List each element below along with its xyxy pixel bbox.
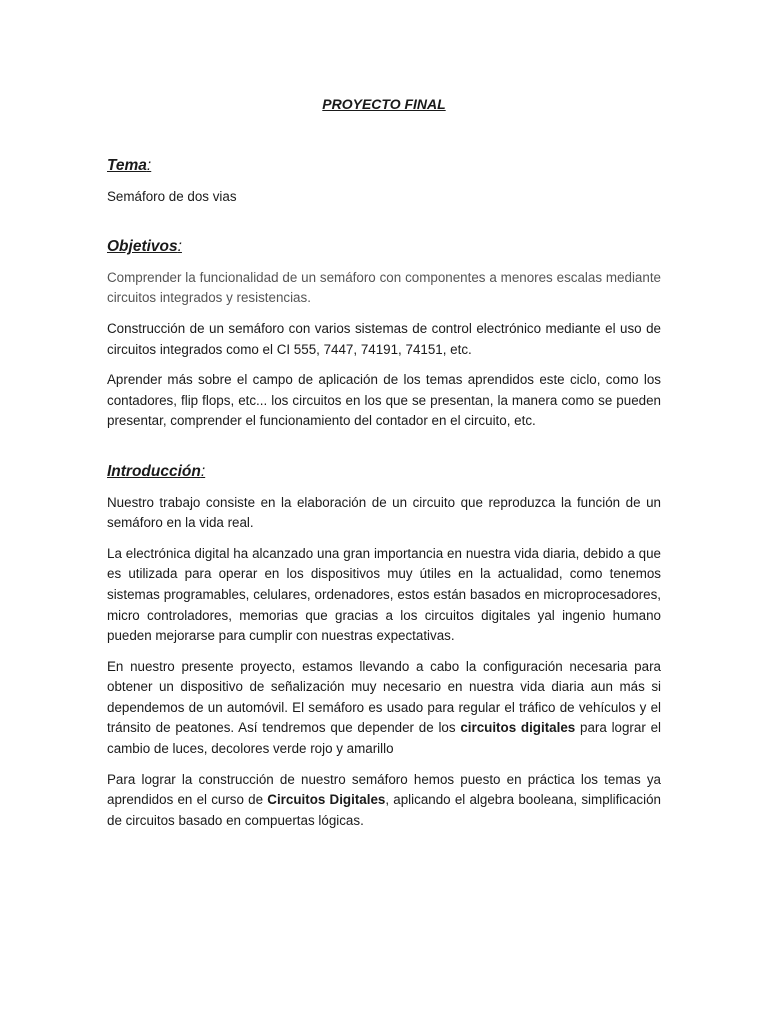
circuitos-digitales-bold: circuitos digitales — [460, 720, 576, 736]
objetivo-paragraph-2: Construcción de un semáforo con varios sistemas de control electrónico mediante el uso de circuitos integrados como el CI 555, 7447, 74191, 74151, etc. — [107, 320, 661, 357]
introduccion-heading — [107, 462, 661, 483]
intro-paragraph-3-text-a: En nuestro presente proyecto, estamos llevando a cabo la configuración necesaria para obtener un dispositivo de señalización muy necesario en nuestra vida diaria aun más si dependemos de un automóvil. El semáforo es usado para regular el tráfico de vehículos y el tránsito de peatones. Así tendremos que depender de los — [107, 658, 661, 736]
objetivos-heading-text: Objetivos — [107, 238, 178, 256]
objetivo-paragraph-1: Comprender la funcionalidad de un semáforo con componentes a menores escalas mediante circuitos integrados y resistencias. — [107, 269, 661, 306]
introduccion-heading-text: Introducción — [107, 462, 201, 480]
tema-text: Semáforo de dos vias — [107, 188, 237, 204]
tema-heading — [107, 156, 661, 177]
intro-paragraph-4-text-b: , aplicando el algebra booleana, simplificación de circuitos basado en compuertas lógicas. — [107, 792, 661, 828]
tema-heading-colon: : — [146, 157, 152, 174]
intro-paragraph-3-text-b: para lograr el cambio de luces, decolores verde rojo y amarillo — [107, 720, 661, 757]
circuitos-digitales-course-bold: Circuitos Digitales — [267, 792, 386, 808]
intro-paragraph-4 — [107, 770, 661, 832]
intro-paragraph-2: La electrónica digital ha alcanzado una gran importancia en nuestra vida diaria, debido a que es utilizada para operar en los dispositivos muy útiles en la actualidad, como tenemos sistemas programables, celulares, ordenadores, estos están basados en microprocesadores, micro controladores, memorias que gracias a los circuitos digitales yal ingenio humano pueden mejorarse para cumplir con nuestras expectativas. — [107, 545, 661, 644]
intro-paragraph-3 — [107, 657, 661, 760]
introduccion-heading-colon: : — [200, 462, 206, 480]
tema-heading-text: Tema — [107, 157, 147, 174]
intro-paragraph-1: Nuestro trabajo consiste en la elaboración de un circuito que reproduzca la función de un semáforo en la vida real. — [107, 494, 661, 531]
intro-paragraph-4-text-a: Para lograr la construcción de nuestro semáforo hemos puesto en práctica los temas ya aprendidos en el curso de — [107, 771, 661, 808]
objetivo-paragraph-3: Aprender más sobre el campo de aplicación de los temas aprendidos este ciclo, como los contadores, flip flops, etc... los circuitos en los que se presentan, la manera como se pueden presentar, comprender el funcionamiento del contador en el circuito, etc. — [107, 372, 661, 429]
objetivos-heading-colon: : — [177, 238, 182, 256]
objetivos-heading — [107, 237, 661, 258]
document-title: PROYECTO FINAL — [322, 96, 446, 112]
document-body — [107, 94, 661, 831]
